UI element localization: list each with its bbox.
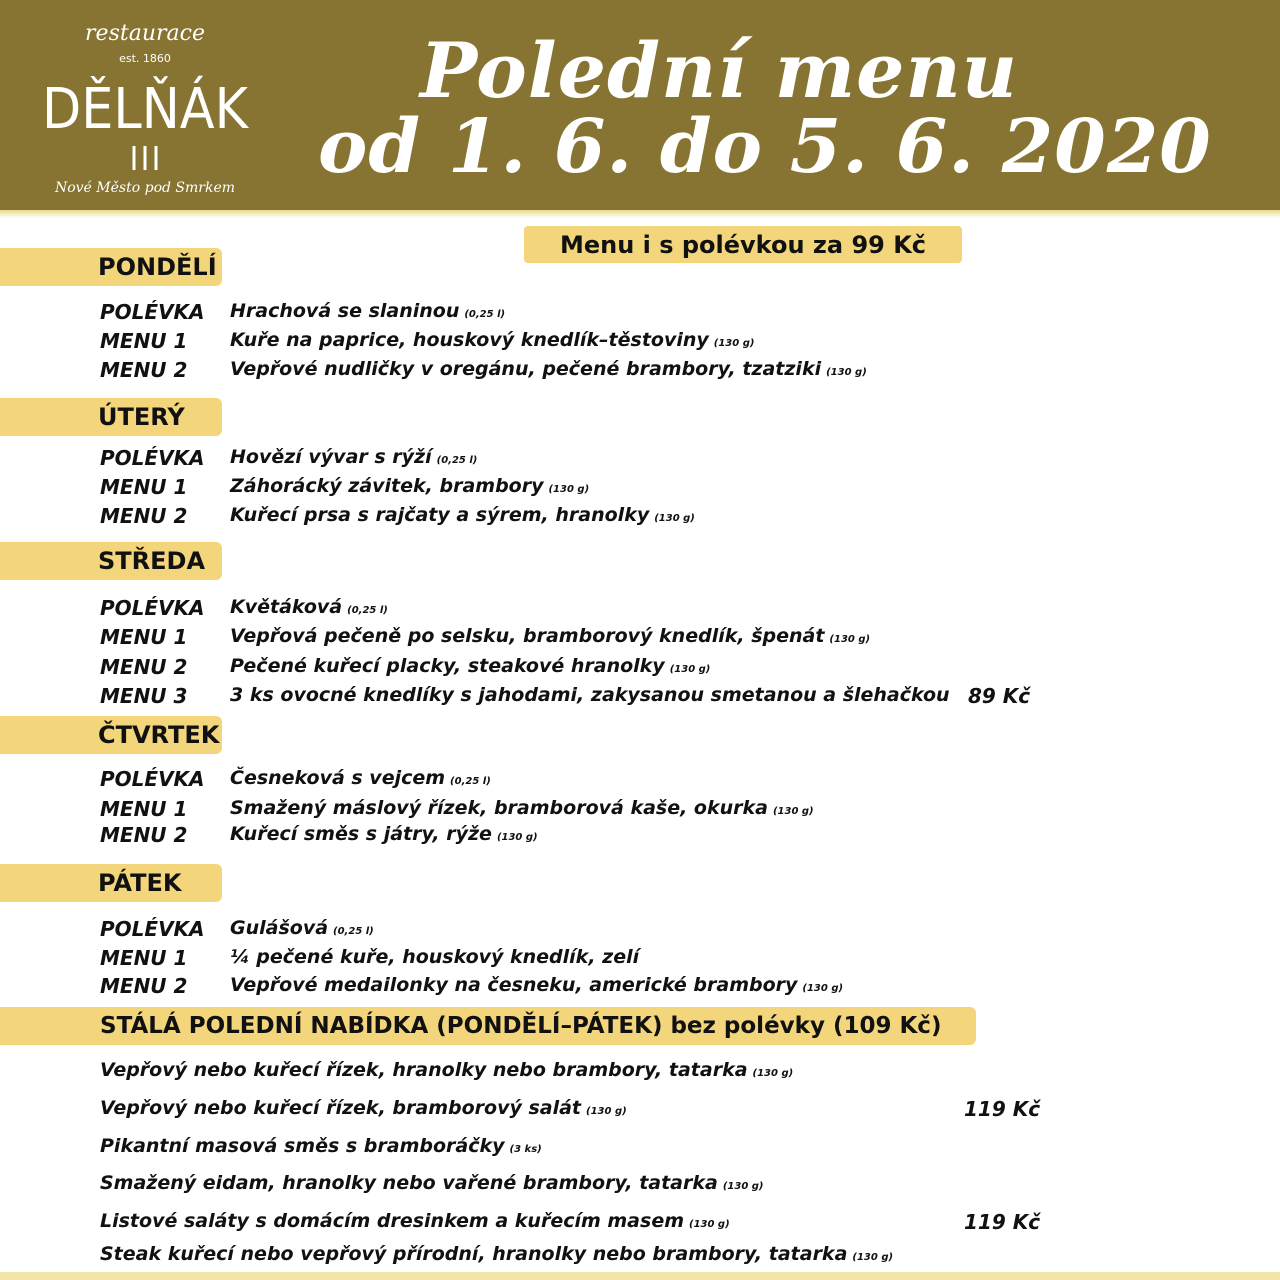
item-dish (230, 917, 374, 939)
day-label-wednesday: STŘEDA (0, 542, 222, 580)
dish-name: Květáková (230, 596, 343, 618)
list-item (100, 1243, 893, 1271)
dish-name: Steak kuřecí nebo vepřový přírodní, hranolky nebo brambory, tatarka (100, 1243, 848, 1265)
dish-name: Vepřová pečeně po selsku, bramborový knedlík, špenát (230, 625, 825, 647)
dish-qty: (3 ks) (509, 1144, 542, 1155)
dish-qty: (130 g) (752, 1068, 794, 1079)
item-type: POLÉVKA (100, 300, 205, 324)
dish-name: Vepřový nebo kuřecí řízek, bramborový salát (100, 1097, 582, 1119)
dish-name: Vepřové medailonky na česneku, americké brambory (230, 974, 798, 996)
dish-name: Listové saláty s domácím dresinkem a kuřecím masem (100, 1210, 684, 1232)
dish-qty: (0,25 l) (333, 926, 374, 937)
dish-name: Smažený máslový řízek, bramborová kaše, okurka (230, 797, 768, 819)
item-type: MENU 2 (100, 823, 188, 847)
item-dish (230, 504, 695, 526)
dish-name: Česneková s vejcem (230, 767, 446, 789)
day-label-friday: PÁTEK (0, 864, 222, 902)
logo-small-text: restaurace (85, 21, 205, 46)
item-dish (230, 684, 955, 706)
item-type: MENU 1 (100, 946, 188, 970)
dish-qty: (130 g) (713, 338, 755, 349)
item-dish (230, 596, 388, 618)
list-item (100, 1172, 764, 1200)
restaurant-logo (30, 10, 260, 200)
dish-qty: (130 g) (496, 832, 538, 843)
item-dish (230, 823, 538, 845)
item-dish (230, 946, 644, 968)
item-dish (230, 358, 867, 380)
dish-name: Záhorácký závitek, brambory (230, 475, 544, 497)
day-label-monday: PONDĚLÍ (0, 248, 222, 286)
dish-qty: (130 g) (548, 484, 590, 495)
dish-name: Pečené kuřecí placky, steakové hranolky (230, 655, 665, 677)
dish-qty: (130 g) (654, 513, 695, 524)
dish-name: Kuře na paprice, houskový knedlík–těstoviny (230, 329, 709, 351)
promo-badge: Menu i s polévkou za 99 Kč (524, 226, 962, 263)
cutlery-icon (134, 146, 156, 170)
item-dish (230, 329, 754, 351)
day-label-thursday: ČTVRTEK (0, 716, 222, 754)
item-dish (230, 655, 710, 677)
day-label-tuesday: ÚTERÝ (0, 398, 222, 436)
dish-name: Vepřové nudličky v oregánu, pečené brambory, tzatziki (230, 358, 822, 380)
list-item (100, 1135, 542, 1163)
dish-qty: (0,25 l) (347, 605, 388, 616)
dish-name: ¼ pečené kuře, houskový knedlík, zelí (230, 946, 640, 968)
standing-offer-heading: STÁLÁ POLEDNÍ NABÍDKA (PONDĚLÍ–PÁTEK) bez polévky (109 Kč) (0, 1007, 976, 1045)
dish-qty: (130 g) (689, 1219, 730, 1230)
item-type: MENU 1 (100, 797, 188, 821)
dish-name: Hovězí vývar s rýží (230, 446, 432, 468)
item-type: POLÉVKA (100, 767, 205, 791)
list-item (100, 1097, 627, 1125)
item-dish (230, 446, 477, 468)
dish-qty: (0,25 l) (464, 309, 506, 320)
price-label: 119 Kč (964, 1210, 1041, 1234)
logo-name-text: DĚLŇÁK (42, 77, 250, 142)
item-type: MENU 2 (100, 504, 188, 528)
list-item (100, 1210, 730, 1238)
item-dish (230, 974, 843, 996)
dish-name: Kuřecí směs s játry, rýže (230, 823, 492, 845)
dish-qty: (130 g) (829, 634, 871, 645)
item-type: MENU 2 (100, 974, 188, 998)
dish-qty: (130 g) (669, 664, 711, 675)
item-type: POLÉVKA (100, 917, 205, 941)
item-dish (230, 300, 505, 322)
dish-qty: (130 g) (772, 806, 814, 817)
header-divider (0, 210, 1280, 218)
page-title: Polední menu (420, 26, 1019, 115)
bottom-divider (0, 1272, 1280, 1280)
list-item (100, 1059, 793, 1087)
dish-qty: (130 g) (722, 1181, 764, 1192)
dish-qty: (0,25 l) (436, 455, 478, 466)
item-type: POLÉVKA (100, 596, 205, 620)
dish-qty: (0,25 l) (450, 776, 491, 787)
item-type: POLÉVKA (100, 446, 205, 470)
item-type: MENU 1 (100, 475, 188, 499)
item-type: MENU 1 (100, 329, 188, 353)
dish-qty: (130 g) (802, 983, 844, 994)
item-type: MENU 2 (100, 655, 188, 679)
dish-qty: (130 g) (826, 367, 867, 378)
dish-name: Pikantní masová směs s bramboráčky (100, 1135, 505, 1157)
dish-name: Kuřecí prsa s rajčaty a sýrem, hranolky (230, 504, 650, 526)
dish-name: Smažený eidam, hranolky nebo vařené brambory, tatarka (100, 1172, 718, 1194)
item-dish (230, 475, 589, 497)
item-dish (230, 797, 814, 819)
item-dish (230, 625, 870, 647)
dish-name: Gulášová (230, 917, 329, 939)
dish-name: Hrachová se slaninou (230, 300, 460, 322)
item-dish (230, 767, 491, 789)
dish-qty: (130 g) (586, 1106, 627, 1117)
item-type: MENU 1 (100, 625, 188, 649)
price-label: 119 Kč (964, 1097, 1041, 1121)
logo-city-text: Nové Město pod Smrkem (54, 180, 236, 196)
price-label: 89 Kč (968, 684, 1031, 708)
dish-name: Vepřový nebo kuřecí řízek, hranolky nebo brambory, tatarka (100, 1059, 748, 1081)
item-type: MENU 2 (100, 358, 188, 382)
dish-name: 3 ks ovocné knedlíky s jahodami, zakysanou smetanou a šlehačkou (230, 684, 950, 706)
header-banner (0, 0, 1280, 210)
dish-qty: (130 g) (852, 1252, 894, 1263)
date-range-title: od 1. 6. do 5. 6. 2020 (318, 104, 1212, 190)
logo-est-text: est. 1860 (119, 52, 171, 65)
item-type: MENU 3 (100, 684, 188, 708)
